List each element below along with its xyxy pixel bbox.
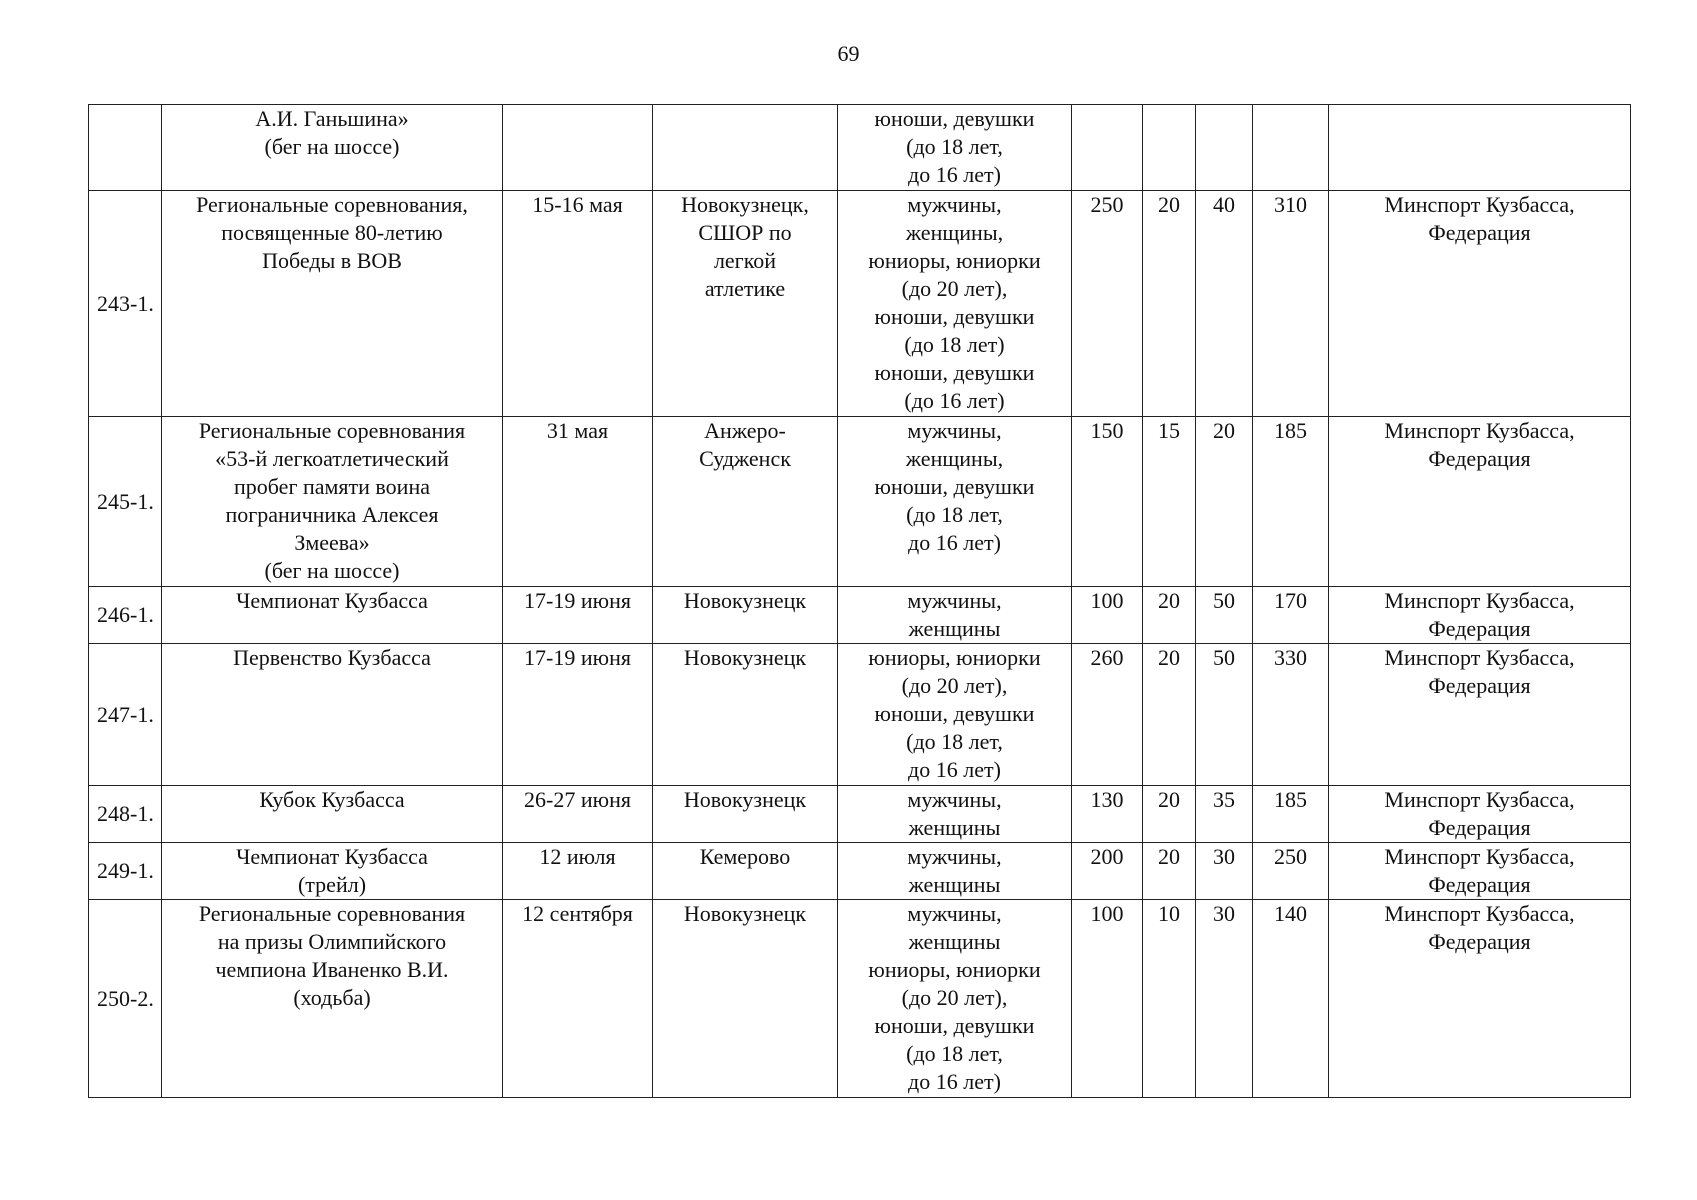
table-row [89, 843, 1631, 900]
count-col-1: 130 [1072, 786, 1143, 843]
event-date: 15-16 мая [503, 191, 653, 417]
event-place: Кемерово [653, 843, 838, 900]
count-col-1: 100 [1072, 900, 1143, 1098]
count-total [1253, 105, 1329, 191]
event-number: 245-1. [89, 417, 162, 587]
count-total: 250 [1253, 843, 1329, 900]
event-number [89, 105, 162, 191]
event-participants: мужчины, женщины [838, 786, 1072, 843]
event-place [653, 105, 838, 191]
page-number: 69 [837, 41, 860, 66]
table-row [89, 644, 1631, 786]
event-participants: мужчины, женщины [838, 587, 1072, 644]
count-col-1: 150 [1072, 417, 1143, 587]
event-participants: мужчины, женщины, юноши, девушки (до 18 лет, до 16 лет) [838, 417, 1072, 587]
event-name: А.И. Ганьшина» (бег на шоссе) [162, 105, 503, 191]
event-place: Новокузнецк [653, 900, 838, 1098]
event-place: Анжеро- Судженск [653, 417, 838, 587]
count-col-3 [1196, 105, 1253, 191]
count-col-3: 35 [1196, 786, 1253, 843]
events-table [88, 104, 1631, 1098]
event-name: Региональные соревнования «53-й легкоатлетический пробег памяти воина пограничника Алексея Змеева» (бег на шоссе) [162, 417, 503, 587]
event-organizer: Минспорт Кузбасса, Федерация [1329, 191, 1631, 417]
table-row [89, 786, 1631, 843]
event-name: Кубок Кузбасса [162, 786, 503, 843]
event-place: Новокузнецк [653, 644, 838, 786]
event-organizer: Минспорт Кузбасса, Федерация [1329, 900, 1631, 1098]
count-col-3: 40 [1196, 191, 1253, 417]
event-participants: юноши, девушки (до 18 лет, до 16 лет) [838, 105, 1072, 191]
event-date [503, 105, 653, 191]
event-date: 26-27 июня [503, 786, 653, 843]
count-col-1: 250 [1072, 191, 1143, 417]
event-date: 12 июля [503, 843, 653, 900]
event-date: 17-19 июня [503, 587, 653, 644]
event-number: 247-1. [89, 644, 162, 786]
event-participants: мужчины, женщины, юниоры, юниорки (до 20 лет), юноши, девушки (до 18 лет) юноши, девушки (до 16 лет) [838, 191, 1072, 417]
event-number: 249-1. [89, 843, 162, 900]
event-place: Новокузнецк [653, 587, 838, 644]
count-col-1: 100 [1072, 587, 1143, 644]
event-name: Региональные соревнования на призы Олимпийского чемпиона Иваненко В.И. (ходьба) [162, 900, 503, 1098]
count-col-2: 20 [1143, 644, 1196, 786]
table-row [89, 191, 1631, 417]
count-total: 170 [1253, 587, 1329, 644]
count-col-1: 260 [1072, 644, 1143, 786]
count-col-1: 200 [1072, 843, 1143, 900]
table-row [89, 417, 1631, 587]
count-col-3: 20 [1196, 417, 1253, 587]
event-participants: юниоры, юниорки (до 20 лет), юноши, девушки (до 18 лет, до 16 лет) [838, 644, 1072, 786]
event-number: 250-2. [89, 900, 162, 1098]
table-row [89, 587, 1631, 644]
event-organizer [1329, 105, 1631, 191]
count-total: 330 [1253, 644, 1329, 786]
count-col-2: 10 [1143, 900, 1196, 1098]
event-number: 243-1. [89, 191, 162, 417]
event-organizer: Минспорт Кузбасса, Федерация [1329, 417, 1631, 587]
event-date: 17-19 июня [503, 644, 653, 786]
count-col-2: 20 [1143, 587, 1196, 644]
count-col-2: 20 [1143, 843, 1196, 900]
count-col-2: 20 [1143, 191, 1196, 417]
event-place: Новокузнецк [653, 786, 838, 843]
event-name: Чемпионат Кузбасса [162, 587, 503, 644]
count-total: 310 [1253, 191, 1329, 417]
event-organizer: Минспорт Кузбасса, Федерация [1329, 644, 1631, 786]
event-number: 246-1. [89, 587, 162, 644]
event-participants: мужчины, женщины [838, 843, 1072, 900]
count-total: 140 [1253, 900, 1329, 1098]
count-col-1 [1072, 105, 1143, 191]
event-participants: мужчины, женщины юниоры, юниорки (до 20 лет), юноши, девушки (до 18 лет, до 16 лет) [838, 900, 1072, 1098]
event-organizer: Минспорт Кузбасса, Федерация [1329, 587, 1631, 644]
event-name: Региональные соревнования, посвященные 80-летию Победы в ВОВ [162, 191, 503, 417]
table-row [89, 105, 1631, 191]
event-place: Новокузнецк, СШОР по легкой атлетике [653, 191, 838, 417]
event-name: Первенство Кузбасса [162, 644, 503, 786]
event-name: Чемпионат Кузбасса (трейл) [162, 843, 503, 900]
count-col-3: 30 [1196, 843, 1253, 900]
event-date: 31 мая [503, 417, 653, 587]
count-col-2: 20 [1143, 786, 1196, 843]
count-col-2 [1143, 105, 1196, 191]
table-row [89, 900, 1631, 1098]
event-organizer: Минспорт Кузбасса, Федерация [1329, 843, 1631, 900]
count-col-3: 50 [1196, 644, 1253, 786]
event-organizer: Минспорт Кузбасса, Федерация [1329, 786, 1631, 843]
count-col-3: 50 [1196, 587, 1253, 644]
count-total: 185 [1253, 417, 1329, 587]
count-col-3: 30 [1196, 900, 1253, 1098]
event-date: 12 сентября [503, 900, 653, 1098]
count-col-2: 15 [1143, 417, 1196, 587]
event-number: 248-1. [89, 786, 162, 843]
count-total: 185 [1253, 786, 1329, 843]
